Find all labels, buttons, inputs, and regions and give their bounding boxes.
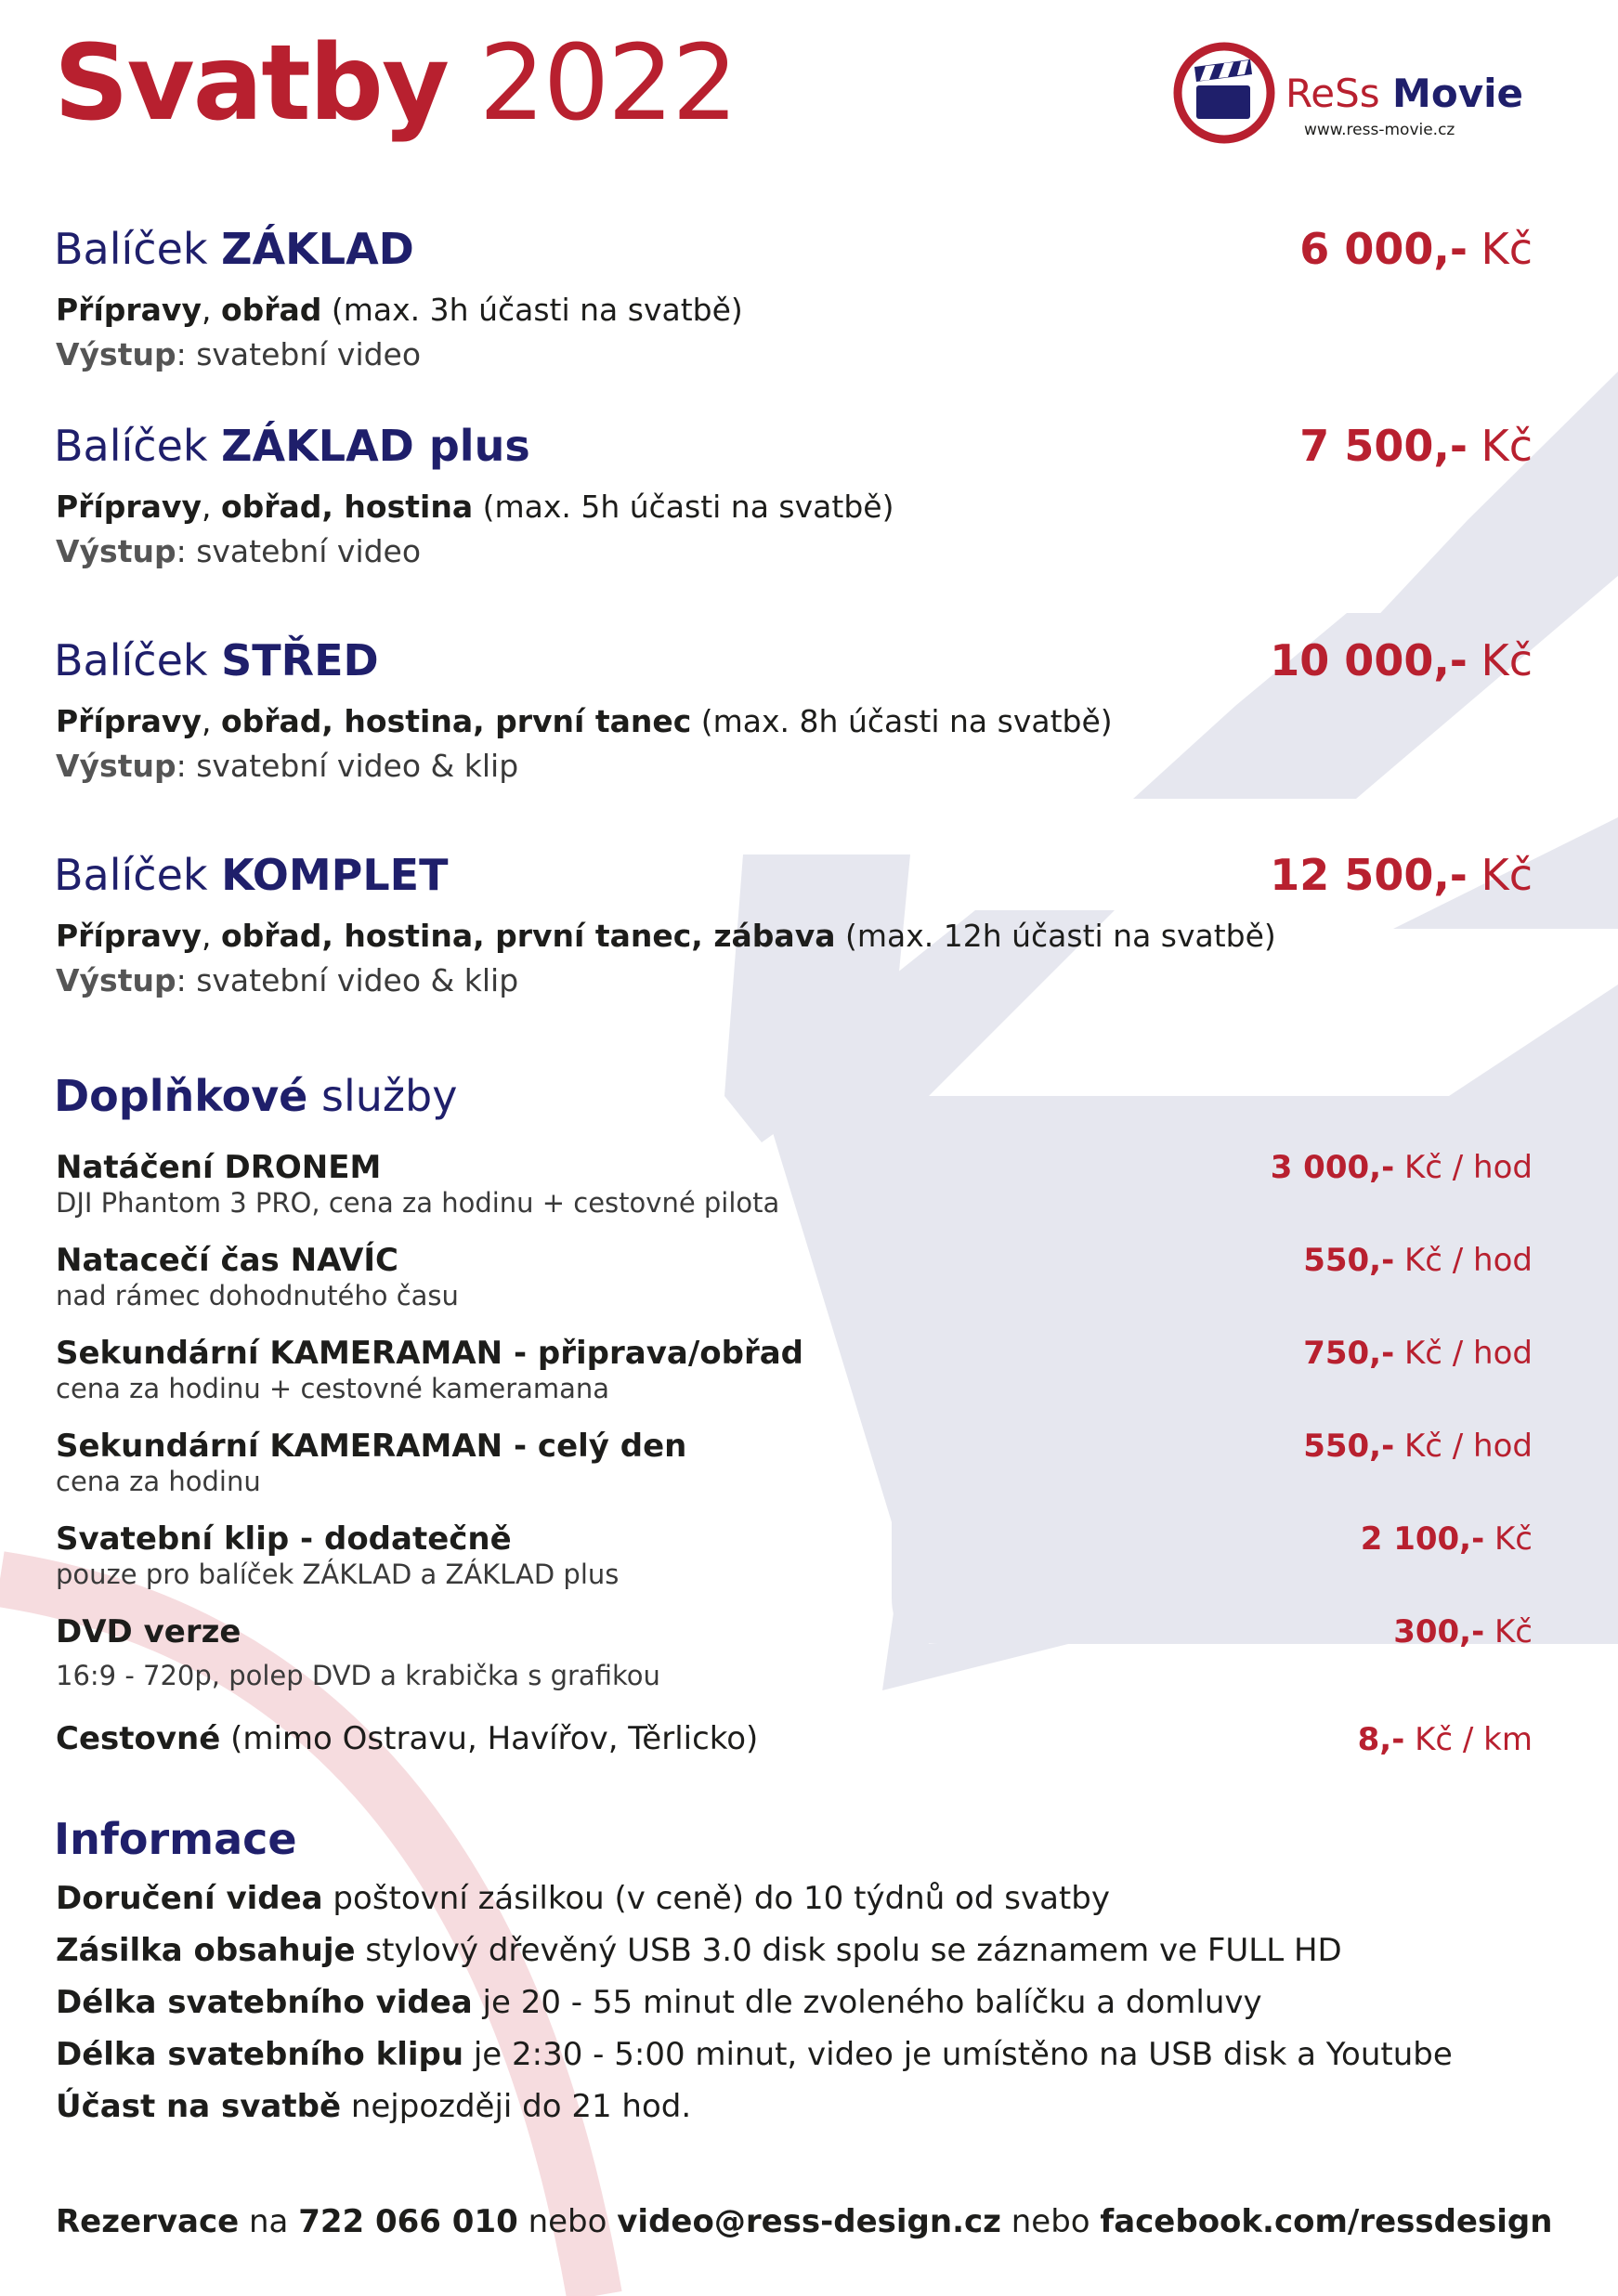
output-value: : svatební video xyxy=(176,336,422,372)
addon-price xyxy=(1303,1427,1533,1466)
addon-price-unit: Kč / hod xyxy=(1394,1149,1533,1186)
package-services xyxy=(56,485,894,529)
price-value: 12 500,- xyxy=(1270,850,1468,900)
services-sep: , xyxy=(201,489,221,525)
info-label: Účast na svatbě xyxy=(56,2088,342,2125)
output-value: : svatební video & klip xyxy=(176,962,519,998)
package-name: STŘED xyxy=(221,635,379,685)
info-line xyxy=(56,1876,1110,1921)
services-bold: Přípravy xyxy=(56,703,202,739)
addon-price-unit: Kč / hod xyxy=(1394,1335,1533,1372)
package-title-zaklad xyxy=(54,221,414,277)
facebook-link[interactable]: facebook.com/ressdesign xyxy=(1100,2203,1553,2240)
addon-description: cena za hodinu xyxy=(56,1466,261,1497)
package-price xyxy=(1299,418,1533,474)
info-label: Délka svatebního klipu xyxy=(56,2036,464,2073)
phone-link[interactable]: 722 066 010 xyxy=(298,2203,518,2240)
addon-name: Svatební klip - dodatečně xyxy=(56,1520,512,1558)
footer-connector: na xyxy=(239,2203,299,2240)
package-prefix: Balíček xyxy=(54,421,208,471)
ress-movie-logo xyxy=(1172,41,1544,152)
package-prefix: Balíček xyxy=(54,224,208,274)
addon-description: DJI Phantom 3 PRO, cena za hodinu + cestovné pilota xyxy=(56,1187,780,1219)
services-sep: , xyxy=(201,918,221,954)
package-title-komplet xyxy=(54,847,448,903)
services-note: (max. 5h účasti na svatbě) xyxy=(473,489,894,525)
package-services xyxy=(56,699,1113,744)
services-note: (max. 8h účasti na svatbě) xyxy=(691,703,1113,739)
clapperboard-logo-icon xyxy=(1172,41,1276,145)
addons-heading-rest: služby xyxy=(307,1071,458,1121)
travel-price-value: 8,- xyxy=(1357,1721,1405,1758)
package-title-zaklad-plus xyxy=(54,418,530,474)
addon-price-unit: Kč xyxy=(1484,1613,1533,1650)
addons-heading-bold: Doplňkové xyxy=(54,1071,308,1121)
package-output xyxy=(56,959,518,1003)
price-value: 10 000,- xyxy=(1270,635,1468,685)
addon-description: 16:9 - 720p, polep DVD a krabička s grafikou xyxy=(56,1660,660,1691)
email-link[interactable]: video@ress-design.cz xyxy=(617,2203,1001,2240)
logo-wordmark xyxy=(1285,71,1523,117)
services-sep: , xyxy=(201,703,221,739)
logo-res: ReSs xyxy=(1285,71,1380,116)
price-currency: Kč xyxy=(1481,850,1533,900)
package-title-stred xyxy=(54,633,379,688)
logo-url: www.ress-movie.cz xyxy=(1304,121,1455,139)
services-note: (max. 3h účasti na svatbě) xyxy=(321,292,743,328)
info-text: je 20 - 55 minut dle zvoleného balíčku a domluvy xyxy=(472,1984,1262,2021)
info-text: nejpozději do 21 hod. xyxy=(341,2088,692,2125)
package-prefix: Balíček xyxy=(54,850,208,900)
package-price xyxy=(1270,847,1533,903)
addon-price xyxy=(1303,1334,1533,1373)
addon-price-unit: Kč / hod xyxy=(1394,1242,1533,1279)
addon-description: pouze pro balíček ZÁKLAD a ZÁKLAD plus xyxy=(56,1559,620,1590)
addon-price xyxy=(1361,1520,1533,1559)
price-currency: Kč xyxy=(1481,224,1533,274)
info-line xyxy=(56,2032,1453,2077)
title-year: 2022 xyxy=(478,23,737,144)
output-label: Výstup xyxy=(56,748,176,784)
footer-connector: nebo xyxy=(1000,2203,1101,2240)
package-prefix: Balíček xyxy=(54,635,208,685)
addon-price xyxy=(1303,1241,1533,1280)
addon-name: Natáčení DRONEM xyxy=(56,1149,382,1186)
package-output xyxy=(56,529,421,574)
addon-price xyxy=(1271,1148,1533,1187)
package-output xyxy=(56,333,421,377)
footer-connector: nebo xyxy=(517,2203,618,2240)
addon-price-value: 2 100,- xyxy=(1360,1520,1485,1558)
addon-price-value: 3 000,- xyxy=(1270,1149,1395,1186)
services-bold-2: obřad, hostina xyxy=(220,489,474,525)
travel-label: Cestovné xyxy=(56,1720,221,1757)
info-text: poštovní zásilkou (v ceně) do 10 týdnů od svatby xyxy=(322,1880,1110,1917)
addon-price-value: 550,- xyxy=(1303,1242,1395,1279)
addon-price-unit: Kč / hod xyxy=(1394,1428,1533,1465)
logo-movie: Movie xyxy=(1392,71,1523,116)
info-line xyxy=(56,2084,691,2129)
addon-price-value: 300,- xyxy=(1393,1613,1485,1650)
services-sep: , xyxy=(201,292,221,328)
price-currency: Kč xyxy=(1481,421,1533,471)
page-title xyxy=(54,19,737,149)
output-value: : svatební video xyxy=(176,533,422,569)
info-heading-text: Informace xyxy=(54,1814,297,1864)
addon-name: DVD verze xyxy=(56,1613,241,1650)
title-word: Svatby xyxy=(54,23,448,144)
addon-price-value: 750,- xyxy=(1303,1335,1395,1372)
addon-name: Sekundární KAMERAMAN - připrava/obřad xyxy=(56,1335,803,1372)
package-name: ZÁKLAD plus xyxy=(221,421,530,471)
price-currency: Kč xyxy=(1481,635,1533,685)
reservation-footer xyxy=(56,2199,1552,2244)
addons-heading xyxy=(54,1068,457,1124)
package-output xyxy=(56,744,518,789)
services-note: (max. 12h účasti na svatbě) xyxy=(835,918,1276,954)
addon-name: Sekundární KAMERAMAN - celý den xyxy=(56,1428,687,1465)
addon-price xyxy=(1393,1612,1533,1651)
addon-price-unit: Kč xyxy=(1484,1520,1533,1558)
price-value: 7 500,- xyxy=(1299,421,1468,471)
info-text: stylový dřevěný USB 3.0 disk spolu se záznamem ve FULL HD xyxy=(355,1932,1342,1969)
info-label: Délka svatebního videa xyxy=(56,1984,473,2021)
package-name: KOMPLET xyxy=(221,850,449,900)
addon-description: cena za hodinu + cestovné kameramana xyxy=(56,1373,610,1404)
output-label: Výstup xyxy=(56,336,176,372)
package-price xyxy=(1299,221,1533,277)
package-price xyxy=(1270,633,1533,688)
info-heading xyxy=(54,1811,297,1867)
info-line xyxy=(56,1928,1342,1973)
info-label: Zásilka obsahuje xyxy=(56,1932,356,1969)
info-line xyxy=(56,1980,1262,2025)
info-label: Doručení videa xyxy=(56,1880,323,1917)
package-services xyxy=(56,914,1276,959)
services-bold-2: obřad xyxy=(220,292,322,328)
travel-cost xyxy=(56,1716,758,1761)
output-label: Výstup xyxy=(56,962,176,998)
info-text: je 2:30 - 5:00 minut, video je umístěno na USB disk a Youtube xyxy=(463,2036,1453,2073)
travel-price xyxy=(1358,1720,1533,1759)
package-services xyxy=(56,288,743,333)
services-bold-2: obřad, hostina, první tanec xyxy=(220,703,692,739)
addon-name: Natacečí čas NAVÍC xyxy=(56,1242,399,1279)
output-label: Výstup xyxy=(56,533,176,569)
travel-note: (mimo Ostravu, Havířov, Těrlicko) xyxy=(220,1720,759,1757)
reservation-label: Rezervace xyxy=(56,2203,240,2240)
travel-price-unit: Kč / km xyxy=(1404,1721,1533,1758)
services-bold: Přípravy xyxy=(56,918,202,954)
services-bold: Přípravy xyxy=(56,489,202,525)
services-bold-2: obřad, hostina, první tanec, zábava xyxy=(220,918,836,954)
price-value: 6 000,- xyxy=(1299,224,1468,274)
package-name: ZÁKLAD xyxy=(221,224,414,274)
addon-price-value: 550,- xyxy=(1303,1428,1395,1465)
output-value: : svatební video & klip xyxy=(176,748,519,784)
addon-description: nad rámec dohodnutého času xyxy=(56,1280,459,1311)
services-bold: Přípravy xyxy=(56,292,202,328)
